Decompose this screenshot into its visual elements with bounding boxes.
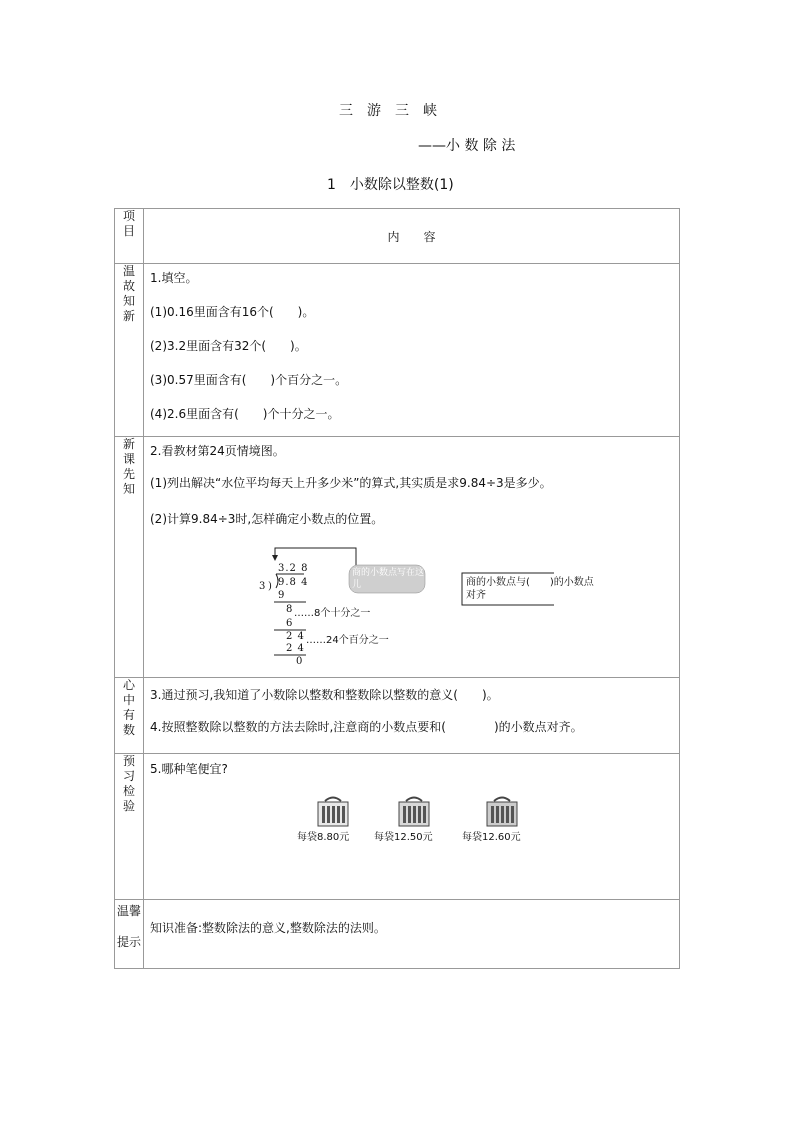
review-label-cell [115, 264, 144, 437]
mind-item-3: 3.通过预习,我知道了小数除以整数和整数除以整数的意义( )。 [150, 688, 499, 702]
division-step-1: 9 [278, 590, 285, 601]
check-label: 预习检验 [122, 754, 135, 813]
box-text: 商的小数点与( )的小数点对齐 [466, 577, 594, 601]
division-step-5: 2 4 [286, 643, 305, 654]
division-step-4: 2 4 [286, 631, 305, 642]
division-step-3: 6 [286, 618, 293, 629]
mind-item-4: 4.按照整数除以整数的方法去除时,注意商的小数点要和( )的小数点对齐。 [150, 720, 583, 734]
review-item-4: (4)2.6里面含有( )个十分之一。 [150, 407, 340, 421]
tip-content-cell [144, 900, 680, 969]
division-note-2: ……24个百分之一 [306, 635, 389, 646]
review-item-1: (1)0.16里面含有16个( )。 [150, 305, 315, 319]
preview-label-cell [115, 437, 144, 678]
pen-bag-icon [481, 794, 523, 828]
preview-item-2: (2)计算9.84÷3时,怎样确定小数点的位置。 [150, 512, 384, 526]
lesson-title: 1 小数除以整数(1) [327, 177, 454, 193]
division-dividend: 9.8 4 [278, 577, 309, 588]
header-label-cell [115, 209, 144, 264]
review-item-2: (2)3.2里面含有32个( )。 [150, 339, 307, 353]
division-note-1: ……8个十分之一 [294, 608, 371, 619]
tip-label-cell [115, 900, 144, 969]
tip-text: 知识准备:整数除法的意义,整数除法的法则。 [150, 921, 386, 935]
pen-bag-icon [393, 794, 435, 828]
review-content-cell [144, 264, 680, 437]
check-content-cell [144, 754, 680, 900]
mind-content-cell [144, 678, 680, 754]
worksheet-table [114, 208, 680, 969]
check-question: 5.哪种笔便宜? [150, 762, 228, 776]
col-content: 内 容 [387, 229, 436, 244]
pen-bag-icon [312, 794, 354, 828]
mind-label: 心中有数 [122, 678, 135, 737]
preview-question: 2.看教材第24页情境图。 [150, 444, 285, 458]
bag-caption-3: 每袋12.60元 [462, 832, 521, 843]
preview-label: 新课先知 [122, 437, 135, 496]
division-divisor: 3 [259, 581, 266, 592]
tip-label-1: 温馨 [116, 904, 141, 918]
pointer-arrow-head [272, 555, 278, 561]
tip-label-2: 提示 [116, 935, 141, 949]
check-label-cell [115, 754, 144, 900]
col-label: 项目 [122, 209, 135, 238]
page-subtitle: ——小 数 除 法 [418, 138, 516, 154]
preview-content-cell [144, 437, 680, 678]
review-label: 温故知新 [122, 264, 135, 323]
mind-label-cell [115, 678, 144, 754]
division-quotient: 3.2 8 [278, 563, 309, 574]
page-title: 三 游 三 峡 [339, 103, 437, 119]
bag-caption-2: 每袋12.50元 [374, 832, 433, 843]
division-bracket-char: ) [268, 581, 272, 592]
review-question: 1.填空。 [150, 271, 198, 285]
header-content-cell [144, 209, 680, 264]
preview-item-1: (1)列出解决“水位平均每天上升多少米”的算式,其实质是求9.84÷3是多少。 [150, 476, 552, 490]
review-item-3: (3)0.57里面含有( )个百分之一。 [150, 373, 348, 387]
division-step-2: 8 [286, 604, 293, 615]
bag-caption-1: 每袋8.80元 [297, 832, 350, 843]
division-step-6: 0 [296, 656, 303, 667]
bubble-text: 商的小数点写在这儿 [352, 568, 425, 590]
